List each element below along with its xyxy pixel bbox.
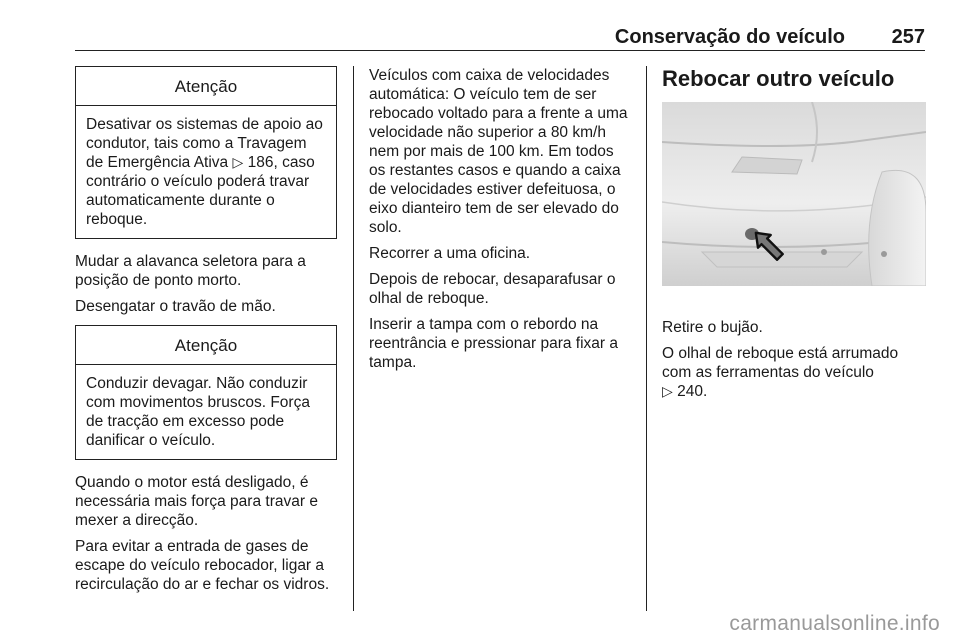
paragraph: Para evitar a entrada de gases de escape do veículo rebocador, ligar a recirculação do ar e fechar os vidros.	[75, 538, 330, 593]
warning-text: Desativar os sistemas de apoio ao condutor, tais como a Travagem de Emergência Ativa	[86, 116, 323, 171]
paragraph: Recorrer a uma oficina.	[369, 245, 531, 262]
column-left	[75, 66, 337, 601]
warning-box-drive-slowly	[75, 325, 337, 460]
section-title: Conservação do veículo	[614, 26, 845, 48]
warning-title: Atenção	[76, 326, 336, 365]
paragraph: Mudar a alavanca seletora para a posição de ponto morto.	[75, 253, 306, 289]
warning-body: Conduzir devagar. Não conduzir com movimentos bruscos. Força de tracção em excesso pode danificar o veículo.	[86, 375, 310, 449]
paragraph: Inserir a tampa com o rebordo na reentrância e pressionar para fixar a tampa.	[369, 316, 618, 371]
watermark: carmanualsonline.info	[729, 612, 940, 635]
paragraph: Quando o motor está desligado, é necessária mais força para travar e mexer a direcção.	[75, 474, 318, 529]
paragraph: Veículos com caixa de velocidades automática: O veículo tem de ser rebocado voltado para a frente a uma velocidade não superior a 80 km/h nem por mais de 100 km. Em todos os restantes casos e quando a caixa de velocidades estiver defeituosa, o eixo dianteiro tem de ser elevado do solo.	[369, 67, 628, 236]
paragraph-text: O olhal de reboque está arrumado com as ferramentas do veículo	[662, 345, 899, 381]
paragraph	[662, 344, 926, 401]
page-header	[75, 22, 925, 51]
paragraph: Retire o bujão.	[662, 319, 763, 336]
rear-bumper-tow-cap-photo	[662, 102, 926, 286]
arrow-reference-icon: ▷	[662, 383, 673, 399]
reference-suffix: .	[702, 383, 708, 400]
paragraph: Desengatar o travão de mão.	[75, 298, 276, 315]
paragraph: Depois de rebocar, desaparafusar o olhal de reboque.	[369, 271, 616, 307]
warning-box-driver-assist	[75, 66, 337, 239]
warning-title: Atenção	[76, 67, 336, 106]
column-divider-left	[353, 66, 354, 611]
column-middle	[369, 66, 633, 379]
warning-body	[76, 106, 336, 238]
page-reference[interactable]: 186	[247, 154, 274, 171]
section-heading: Rebocar outro veículo	[662, 66, 895, 91]
arrow-reference-icon: ▷	[232, 154, 244, 170]
column-right	[662, 66, 926, 408]
column-divider-right	[646, 66, 647, 611]
warning-text-end: , caso contrário o veículo poderá travar automaticamente durante o reboque.	[86, 154, 315, 228]
page-reference[interactable]: 240	[677, 383, 703, 400]
page-number: 257	[891, 26, 925, 48]
